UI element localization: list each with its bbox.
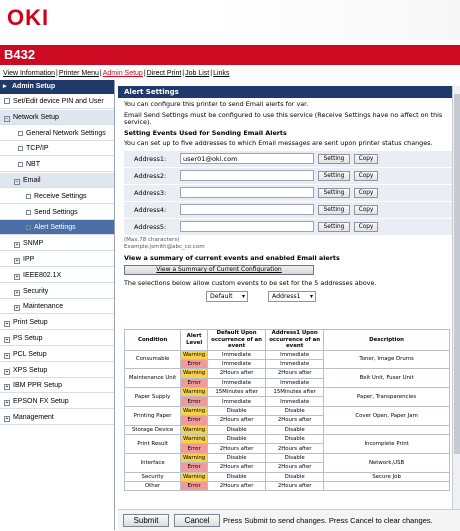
address-input[interactable]	[180, 221, 314, 232]
sidebar-item-17[interactable]	[0, 363, 114, 378]
sidebar-item-1[interactable]	[0, 110, 114, 125]
copy-button[interactable]: Copy	[354, 205, 378, 215]
summary-heading: View a summary of current events and enabled Email alerts	[124, 253, 340, 262]
sidebar-item-8[interactable]	[0, 220, 114, 235]
address-row	[124, 185, 454, 201]
nav-separator: |	[143, 70, 146, 77]
sidebar-item-label: Security	[23, 287, 49, 295]
sidebar-item-6[interactable]	[0, 189, 114, 204]
expand-icon: +	[15, 289, 19, 296]
setting-button[interactable]: Setting	[318, 188, 350, 198]
address-timing-cell: Disable	[266, 472, 324, 481]
alert-level-cell: Warning	[181, 453, 208, 462]
bullet-icon	[26, 194, 31, 199]
default-timing-cell: Disable	[208, 472, 266, 481]
address-timing-cell: Disable	[266, 425, 324, 434]
vertical-scrollbar[interactable]	[452, 86, 460, 509]
default-timing-cell: 15Minutes after	[208, 388, 266, 397]
copy-button[interactable]: Copy	[354, 222, 378, 232]
condition-cell: Storage Device	[125, 425, 181, 434]
sidebar-item-label: TCP/IP	[26, 145, 49, 153]
sidebar-item-5[interactable]	[0, 173, 114, 188]
sidebar-item-label: XPS Setup	[13, 366, 48, 374]
sidebar-item-label: PCL Setup	[13, 350, 47, 358]
address-panel	[124, 151, 454, 235]
bullet-icon	[26, 225, 31, 230]
address-input[interactable]	[180, 170, 314, 181]
description-cell: Cover Open, Paper Jam	[324, 406, 450, 425]
alert-level-cell: Warning	[181, 472, 208, 481]
default-timing-cell: Disable	[208, 406, 266, 415]
table-row	[125, 406, 450, 415]
sidebar-item-label: General Network Settings	[26, 129, 106, 137]
address-select[interactable]: Address1 ▾	[268, 291, 316, 302]
default-timing-cell: 2Hours after	[208, 416, 266, 425]
selector-row	[118, 291, 460, 304]
sidebar-item-2[interactable]	[0, 126, 114, 141]
address-timing-cell: 2Hours after	[266, 416, 324, 425]
nav-separator: |	[56, 70, 58, 77]
condition-cell: Print Result	[125, 435, 181, 454]
address-timing-cell: Disable	[266, 435, 324, 444]
address-timing-cell: 2Hours after	[266, 463, 324, 472]
condition-cell: Printing Paper	[125, 406, 181, 425]
header-banner	[212, 0, 460, 40]
copy-button[interactable]: Copy	[354, 171, 378, 181]
copy-button[interactable]: Copy	[354, 154, 378, 164]
table-row	[125, 350, 450, 359]
alert-level-cell: Warning	[181, 435, 208, 444]
address-timing-cell: 15Minutes after	[266, 388, 324, 397]
nav-separator: |	[182, 70, 185, 77]
example-note: Example:jsmith@abc_co.com	[124, 244, 205, 250]
condition-cell: Paper Supply	[125, 388, 181, 407]
address-timing-cell: Immediate	[266, 359, 324, 368]
address-input[interactable]	[180, 204, 314, 215]
oki-logo: OKI	[7, 5, 50, 30]
nav-separator: |	[210, 70, 213, 77]
table-header: Description	[324, 330, 450, 351]
sidebar-item-10[interactable]	[0, 252, 114, 267]
expand-icon: +	[5, 400, 9, 407]
cancel-button[interactable]: Cancel	[174, 514, 220, 527]
bullet-icon	[26, 210, 31, 215]
alert-level-cell: Error	[181, 463, 208, 472]
default-timing-cell: Disable	[208, 453, 266, 462]
sidebar-item-20[interactable]	[0, 410, 114, 425]
intro-text: You can configure this printer to send Email alerts for var.	[124, 100, 309, 108]
nav-link-4[interactable]: Job List	[185, 70, 210, 77]
expand-icon: +	[15, 273, 19, 280]
nav-link-5[interactable]: Links	[213, 70, 230, 77]
address-row	[124, 219, 454, 235]
sidebar-item-label: IPP	[23, 256, 35, 263]
address-timing-cell: Immediate	[266, 397, 324, 406]
sidebar-item-label: Print Setup	[13, 319, 48, 327]
alert-level-cell: Warning	[181, 369, 208, 378]
condition-cell: Security	[125, 472, 181, 481]
description-cell: Secure Job	[324, 472, 450, 481]
description-cell: Belt Unit, Fuser Unit	[324, 369, 450, 388]
collapse-icon: −	[5, 115, 9, 122]
sidebar-item-label: Email	[23, 177, 41, 184]
default-timing-cell: Immediate	[208, 350, 266, 359]
description-cell: Network,USB	[324, 453, 450, 472]
event-table	[124, 329, 450, 491]
sidebar-item-label: Network Setup	[13, 113, 59, 121]
nav-link-3[interactable]: Direct Print	[146, 70, 182, 77]
condition-cell: Consumable	[125, 350, 181, 369]
table-row	[125, 481, 450, 490]
nav-link-0[interactable]: View Information	[3, 70, 56, 77]
default-timing-cell: 2Hours after	[208, 463, 266, 472]
setting-button[interactable]: Setting	[318, 154, 350, 164]
expand-icon: +	[5, 368, 9, 375]
default-timing-cell: Immediate	[208, 378, 266, 387]
square-icon	[4, 98, 10, 104]
sidebar-item-label: Alert Settings	[34, 224, 76, 232]
table-row	[125, 453, 450, 462]
table-row	[125, 388, 450, 397]
sidebar-item-label: NBT	[26, 161, 40, 169]
address-row	[124, 151, 454, 167]
condition-cell: Maintenance Unit	[125, 369, 181, 388]
alert-level-cell: Warning	[181, 350, 208, 359]
sidebar-item-4[interactable]	[0, 157, 114, 172]
setting-button[interactable]: Setting	[318, 205, 350, 215]
address-timing-cell: Disable	[266, 406, 324, 415]
copy-button[interactable]: Copy	[354, 188, 378, 198]
max-note: (Max.78 characters)	[124, 236, 180, 243]
page-title: Alert Settings	[118, 86, 460, 98]
address-timing-cell: Immediate	[266, 350, 324, 359]
sidebar-item-7[interactable]	[0, 205, 114, 220]
alert-level-cell: Error	[181, 359, 208, 368]
address-timing-cell: Disable	[266, 453, 324, 462]
address-label: Address3:	[134, 188, 167, 197]
sidebar	[0, 80, 115, 530]
default-select[interactable]: Default ▾	[206, 291, 248, 302]
sidebar-item-label: Set/Edit device PIN and User	[13, 98, 104, 105]
expand-icon: +	[5, 321, 9, 328]
setting-button[interactable]: Setting	[318, 222, 350, 232]
table-row	[125, 435, 450, 444]
address-timing-cell: 2Hours after	[266, 444, 324, 453]
address-label: Address1:	[134, 154, 167, 163]
default-timing-cell: 2Hours after	[208, 444, 266, 453]
description-cell: Incomplete Print	[324, 435, 450, 454]
default-timing-cell: 2Hours after	[208, 369, 266, 378]
default-timing-cell: Immediate	[208, 397, 266, 406]
description-cell: Paper, Transparencies	[324, 388, 450, 407]
table-row	[125, 425, 450, 434]
expand-icon: +	[15, 305, 19, 312]
sidebar-item-label: IBM PPR Setup	[13, 382, 63, 390]
sidebar-item-label: Send Settings	[34, 208, 78, 216]
expand-icon: +	[5, 384, 9, 391]
address-label: Address5:	[134, 222, 167, 231]
alert-level-cell: Warning	[181, 406, 208, 415]
setting-button[interactable]: Setting	[318, 171, 350, 181]
sidebar-item-label: Maintenance	[23, 303, 64, 311]
description-cell	[324, 481, 450, 490]
table-header: Default Upon occurrence of an event	[208, 330, 266, 351]
address-input[interactable]	[180, 187, 314, 198]
footer-bar	[118, 509, 460, 531]
address-label: Address2:	[134, 171, 167, 180]
top-nav	[3, 70, 229, 77]
section-heading: Setting Events Used for Sending Email Alerts	[124, 128, 287, 137]
alert-level-cell: Error	[181, 378, 208, 387]
address-timing-cell: 2Hours after	[266, 481, 324, 490]
expand-icon: +	[15, 242, 19, 249]
address-row	[124, 202, 454, 218]
sidebar-item-label: IEEE802.1X	[23, 271, 62, 279]
sidebar-item-14[interactable]	[0, 315, 114, 330]
alert-level-cell: Error	[181, 481, 208, 490]
address-timing-cell: Immediate	[266, 378, 324, 387]
address-row	[124, 168, 454, 184]
sidebar-item-9[interactable]	[0, 236, 114, 251]
table-header: Condition	[125, 330, 181, 351]
default-timing-cell: Immediate	[208, 359, 266, 368]
nav-link-2[interactable]: Admin Setup	[102, 70, 143, 77]
alert-level-cell: Error	[181, 416, 208, 425]
model-bar: B432	[0, 45, 460, 65]
description-cell: Toner, Image Drums	[324, 350, 450, 369]
nav-separator: |	[99, 70, 102, 77]
default-timing-cell: 2Hours after	[208, 481, 266, 490]
bullet-icon	[18, 131, 23, 136]
table-row	[125, 369, 450, 378]
sidebar-item-19[interactable]	[0, 394, 114, 409]
table-header: Address1 Upon occurrence of an event	[266, 330, 324, 351]
section-desc: You can set up to five addresses to which Email messages are sent upon printer status changes.	[124, 139, 433, 147]
sidebar-item-label: PS Setup	[13, 335, 43, 342]
address-timing-cell: 2Hours after	[266, 369, 324, 378]
default-timing-cell: Disable	[208, 425, 266, 434]
collapse-icon: −	[15, 179, 19, 185]
condition-cell: Interface	[125, 453, 181, 472]
sidebar-item-12[interactable]	[0, 284, 114, 299]
alert-level-cell: Warning	[181, 388, 208, 397]
alert-level-cell: Error	[181, 397, 208, 406]
bullet-icon	[18, 162, 23, 167]
view-summary-button[interactable]: View a Summary of Current Configuration	[124, 265, 314, 275]
table-row	[125, 472, 450, 481]
address-input[interactable]: user01@oki.com	[180, 153, 314, 164]
sidebar-item-18[interactable]	[0, 378, 114, 393]
address-label: Address4:	[134, 205, 167, 214]
expand-icon: +	[5, 352, 9, 359]
note-text: Email Send Settings must be configured to use this service (Receive Settings have no affect on this service).	[124, 110, 443, 126]
sidebar-item-15[interactable]	[0, 331, 114, 346]
sidebar-title[interactable]: ▸ Admin Setup	[0, 80, 114, 94]
sidebar-item-label: Receive Settings	[34, 192, 87, 200]
condition-cell: Other	[125, 481, 181, 490]
sidebar-item-11[interactable]	[0, 268, 114, 283]
sidebar-item-3[interactable]	[0, 141, 114, 156]
sidebar-item-16[interactable]	[0, 347, 114, 362]
default-timing-cell: Disable	[208, 435, 266, 444]
expand-icon: +	[5, 337, 9, 343]
alert-level-cell: Warning	[181, 425, 208, 434]
sidebar-item-label: SNMP	[23, 240, 44, 248]
scrollbar-thumb[interactable]	[454, 94, 460, 454]
sidebar-item-0[interactable]	[0, 94, 114, 109]
bullet-icon	[18, 146, 23, 151]
header	[0, 0, 460, 45]
expand-icon: +	[15, 258, 19, 264]
nav-link-1[interactable]: Printer Menu	[58, 70, 99, 77]
description-cell	[324, 425, 450, 434]
expand-icon: +	[5, 416, 9, 422]
sidebar-item-label: EPSON FX Setup	[13, 398, 69, 406]
sidebar-item-13[interactable]	[0, 299, 114, 314]
alert-level-cell: Error	[181, 444, 208, 453]
selections-text: The selections below allow custom events to be set for the 5 addresses above.	[124, 279, 377, 287]
footer-message: Press Submit to send changes. Press Cancel to clear changes.	[223, 516, 433, 525]
sidebar-item-label: Management	[13, 414, 54, 421]
table-header: Alert Level	[181, 330, 208, 351]
submit-button[interactable]: Submit	[123, 514, 169, 527]
